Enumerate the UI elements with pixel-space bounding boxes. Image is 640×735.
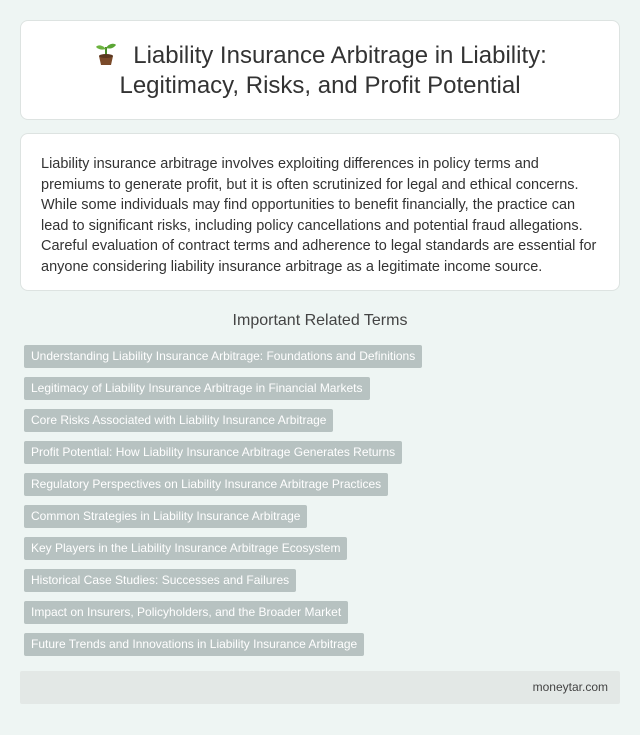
related-term-tag[interactable]: Impact on Insurers, Policyholders, and the Broader Market	[24, 601, 348, 624]
related-term-tag[interactable]: Core Risks Associated with Liability Insurance Arbitrage	[24, 409, 333, 432]
footer	[20, 671, 620, 704]
sprout-icon	[93, 40, 119, 66]
related-term-tag[interactable]: Future Trends and Innovations in Liability Insurance Arbitrage	[24, 633, 364, 656]
related-term-tag[interactable]: Key Players in the Liability Insurance Arbitrage Ecosystem	[24, 537, 347, 560]
related-terms-list	[24, 345, 624, 665]
related-terms-heading: Important Related Terms	[232, 312, 408, 329]
related-term-tag[interactable]: Common Strategies in Liability Insurance Arbitrage	[24, 505, 307, 528]
related-term-tag[interactable]: Profit Potential: How Liability Insurance Arbitrage Generates Returns	[24, 441, 402, 464]
footer-site-link[interactable]: moneytar.com	[532, 680, 608, 694]
related-term-tag[interactable]: Legitimacy of Liability Insurance Arbitrage in Financial Markets	[24, 377, 370, 400]
title-text: Liability Insurance Arbitrage in Liability: Legitimacy, Risks, and Profit Potential	[119, 41, 547, 99]
summary-card	[20, 133, 620, 291]
title-card	[20, 20, 620, 120]
related-term-tag[interactable]: Regulatory Perspectives on Liability Insurance Arbitrage Practices	[24, 473, 388, 496]
summary-text: Liability insurance arbitrage involves exploiting differences in policy terms and premiums to generate profit, but it is often scrutinized for legal and ethical concerns. While some individuals may find opportunities to benefit financially, the practice can lead to significant risks, including policy cancellations and potential fraud allegations. Careful evaluation of contract terms and adherence to legal standards are essential for anyone considering liability insurance arbitrage as a legitimate income source.	[41, 156, 597, 275]
related-term-tag[interactable]: Understanding Liability Insurance Arbitrage: Foundations and Definitions	[24, 345, 422, 368]
related-term-tag[interactable]: Historical Case Studies: Successes and Failures	[24, 569, 296, 592]
page-title	[21, 40, 619, 101]
